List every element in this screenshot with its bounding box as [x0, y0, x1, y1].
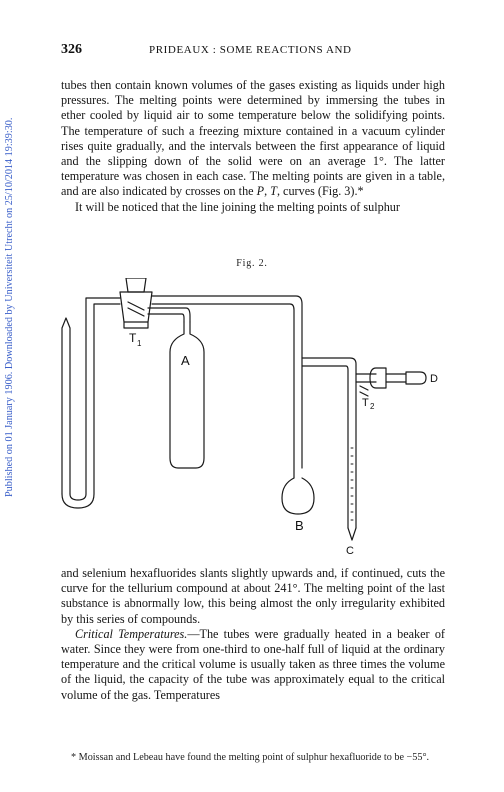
- paragraph-4: Critical Temperatures.—The tubes were gradually heated in a beaker of water. Since they were from one-third to one-half full of liquid at the ordinary temperature and the critical volume is usually taken as three times the volume of the liquid, the capacity of the tube was approximately equal to the critical volume of the gas. Temperatures: [61, 626, 445, 702]
- graduated-tube-c: [348, 528, 356, 540]
- section-heading: Critical Temperatures.: [75, 626, 188, 641]
- label-t1-sub: 1: [137, 339, 142, 348]
- label-d: D: [430, 373, 438, 385]
- stopcock-t1: [120, 292, 152, 322]
- flask-b: [282, 478, 314, 514]
- figure-caption: Fig. 2.: [236, 258, 268, 269]
- paragraph-3: and selenium hexafluorides slants slightly upwards and, if continued, cuts the curve for the tellurium compound at about 241°. The melting point of the last substance is abnormally low, this being almost the only irregularity exhibited by this series of compounds.: [61, 566, 445, 626]
- page-number: 326: [61, 42, 82, 57]
- download-watermark: Published on 01 January 1906. Downloaded by Universiteit Utrecht on 25/10/2014 19:39:30.: [4, 117, 15, 497]
- running-title: PRIDEAUX : SOME REACTIONS AND: [149, 44, 352, 56]
- label-b: B: [295, 518, 304, 533]
- label-t2: T: [362, 397, 369, 409]
- label-c: C: [346, 545, 354, 557]
- manifold-tube: [152, 296, 302, 468]
- text-block-bottom: [61, 566, 445, 703]
- apparatus-figure: [40, 278, 460, 558]
- label-t2-sub: 2: [370, 402, 375, 411]
- label-a: A: [181, 353, 190, 368]
- u-tube: [62, 304, 120, 508]
- page-header: [61, 42, 445, 58]
- paragraph-2: It will be noticed that the line joining the melting points of sulphur: [75, 199, 400, 214]
- paragraph-1: tubes then contain known volumes of the gases existing as liquids under high pressures. The melting points were determined by immersing the tubes in ether cooled by liquid air to some temperature below the solidifying points. The temperature of such a freezing mixture contained in a vacuum cylinder rises quite gradually, and the intervals between the first appearance of liquid and the slipping down of the solid were on an average 1°. The latter temperature was chosen in each case. The melting points are given in a table, and are also indicated by crosses on the P, T, curves (Fig. 3).*: [61, 78, 445, 199]
- footnote: * Moissan and Lebeau have found the melting point of sulphur hexafluoride to be −55°.: [71, 752, 430, 763]
- u-tube-inner: [70, 298, 120, 500]
- label-t1: T: [129, 331, 137, 345]
- vessel-a: [170, 322, 204, 468]
- capillary-tube: [62, 318, 70, 494]
- text-block-top: [61, 78, 445, 215]
